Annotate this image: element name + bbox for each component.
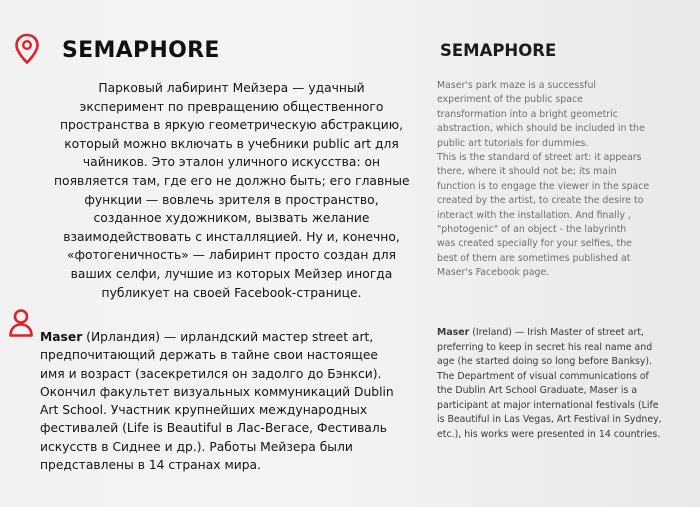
- en-description: [437, 79, 687, 281]
- en-description-line: experiment of the public space: [437, 94, 583, 106]
- en-description-line: Maser's park maze is a successful: [437, 80, 596, 91]
- en-description-line: public art tutorials for dummies.: [437, 137, 589, 149]
- ru-description-line: публикует на своей Facebook-странице.: [101, 285, 362, 300]
- ru-bio-first-line: [40, 328, 415, 346]
- ru-bio-line: имя и возраст (засекретился он задолго до Бэнкси).: [40, 366, 382, 381]
- en-artist-name: Maser: [437, 327, 470, 338]
- en-description-line: This is the standard of street art: it appears: [437, 152, 642, 164]
- en-bio-first-line: [437, 326, 692, 341]
- en-bio-line: The Department of visual communications of: [437, 370, 649, 382]
- en-description-line: "photogenic" of an object - the labyrinth: [437, 224, 627, 236]
- ru-bio-line: искусств в Сиднее и др.). Работы Мейзера были: [40, 439, 353, 454]
- ru-description-line: появляется там, где его не должно быть; его главные: [54, 173, 410, 188]
- ru-description-line: который можно включать в учебники public art для: [64, 136, 399, 151]
- en-description-line: function is to engage the viewer in the space: [437, 180, 650, 192]
- ru-bio-line: фестивалей (Life is Beautiful в Лас-Вегасе, Фестиваль: [40, 421, 387, 436]
- en-bio-line: participant at major international festivals (Life: [437, 399, 659, 411]
- ru-artist-name: Maser: [40, 330, 83, 344]
- en-title: SEMAPHORE: [440, 41, 557, 60]
- en-description-line: Maser's Facebook page.: [437, 267, 550, 279]
- en-bio-line: the Dublin Art School Graduate, Maser is a: [437, 385, 638, 396]
- ru-artist-bio: [40, 328, 415, 474]
- ru-description-line: функции — вовлечь зрителя в пространство,: [84, 192, 379, 207]
- ru-bio-line: (Ирландия) — ирландский мастер street art,: [82, 330, 374, 344]
- ru-description: [54, 79, 409, 302]
- ru-bio-line: Окончил факультет визуальных коммуникаций Dublin: [40, 384, 394, 399]
- ru-description-line: взаимодействовать с инсталляцией. Ну и, конечно,: [63, 229, 400, 244]
- ru-description-line: пространства в яркую геометрическую абстракцию,: [60, 118, 403, 133]
- en-description-line: was created specially for your selfies, the: [437, 238, 632, 250]
- en-description-line: abstraction, which should be included in the: [437, 123, 645, 135]
- en-bio-line: age (he started doing so long before Banksy).: [437, 356, 653, 367]
- en-bio-line: is Beautiful in Las Vegas, Art Festival in Sydney,: [437, 414, 662, 425]
- en-description-line: transformation into a bright geometric: [437, 108, 618, 120]
- ru-description-line: «фотогеничность» — лабиринт просто создан для: [66, 248, 397, 263]
- ru-bio-line: предпочитающий держать в тайне свои настоящее: [40, 348, 378, 363]
- en-description-line: best of them are sometimes published at: [437, 252, 631, 264]
- ru-description-line: Парковый лабиринт Мейзера — удачный: [98, 81, 365, 95]
- ru-bio-line: Art School. Участник крупнейших международных: [40, 403, 368, 418]
- ru-description-line: созданное художником, вызвать желание: [93, 211, 370, 226]
- ru-description-line: чайников. Это эталон уличного искусства: он: [82, 155, 381, 170]
- en-bio-line: preferring to keep in secret his real name and: [437, 341, 653, 353]
- en-description-line: created by the artist, to create the desire to: [437, 195, 644, 207]
- en-description-line: there, where it should not be; its main: [437, 166, 617, 178]
- ru-description-line: эксперимент по превращению общественного: [79, 99, 384, 114]
- en-artist-bio: [437, 326, 692, 442]
- ru-title: SEMAPHORE: [62, 38, 220, 63]
- ru-description-line: ваших селфи, лучшие из которых Мейзер иногда: [70, 266, 393, 281]
- ru-bio-line: представлены в 14 странах мира.: [40, 458, 261, 473]
- location-pin-icon: [14, 33, 40, 65]
- en-bio-line: etc.), his works were presented in 14 countries.: [437, 428, 661, 440]
- en-description-line: interact with the installation. And finally ,: [437, 209, 631, 221]
- en-bio-line: (Ireland) — Irish Master of street art,: [469, 327, 644, 338]
- person-icon: [8, 308, 34, 338]
